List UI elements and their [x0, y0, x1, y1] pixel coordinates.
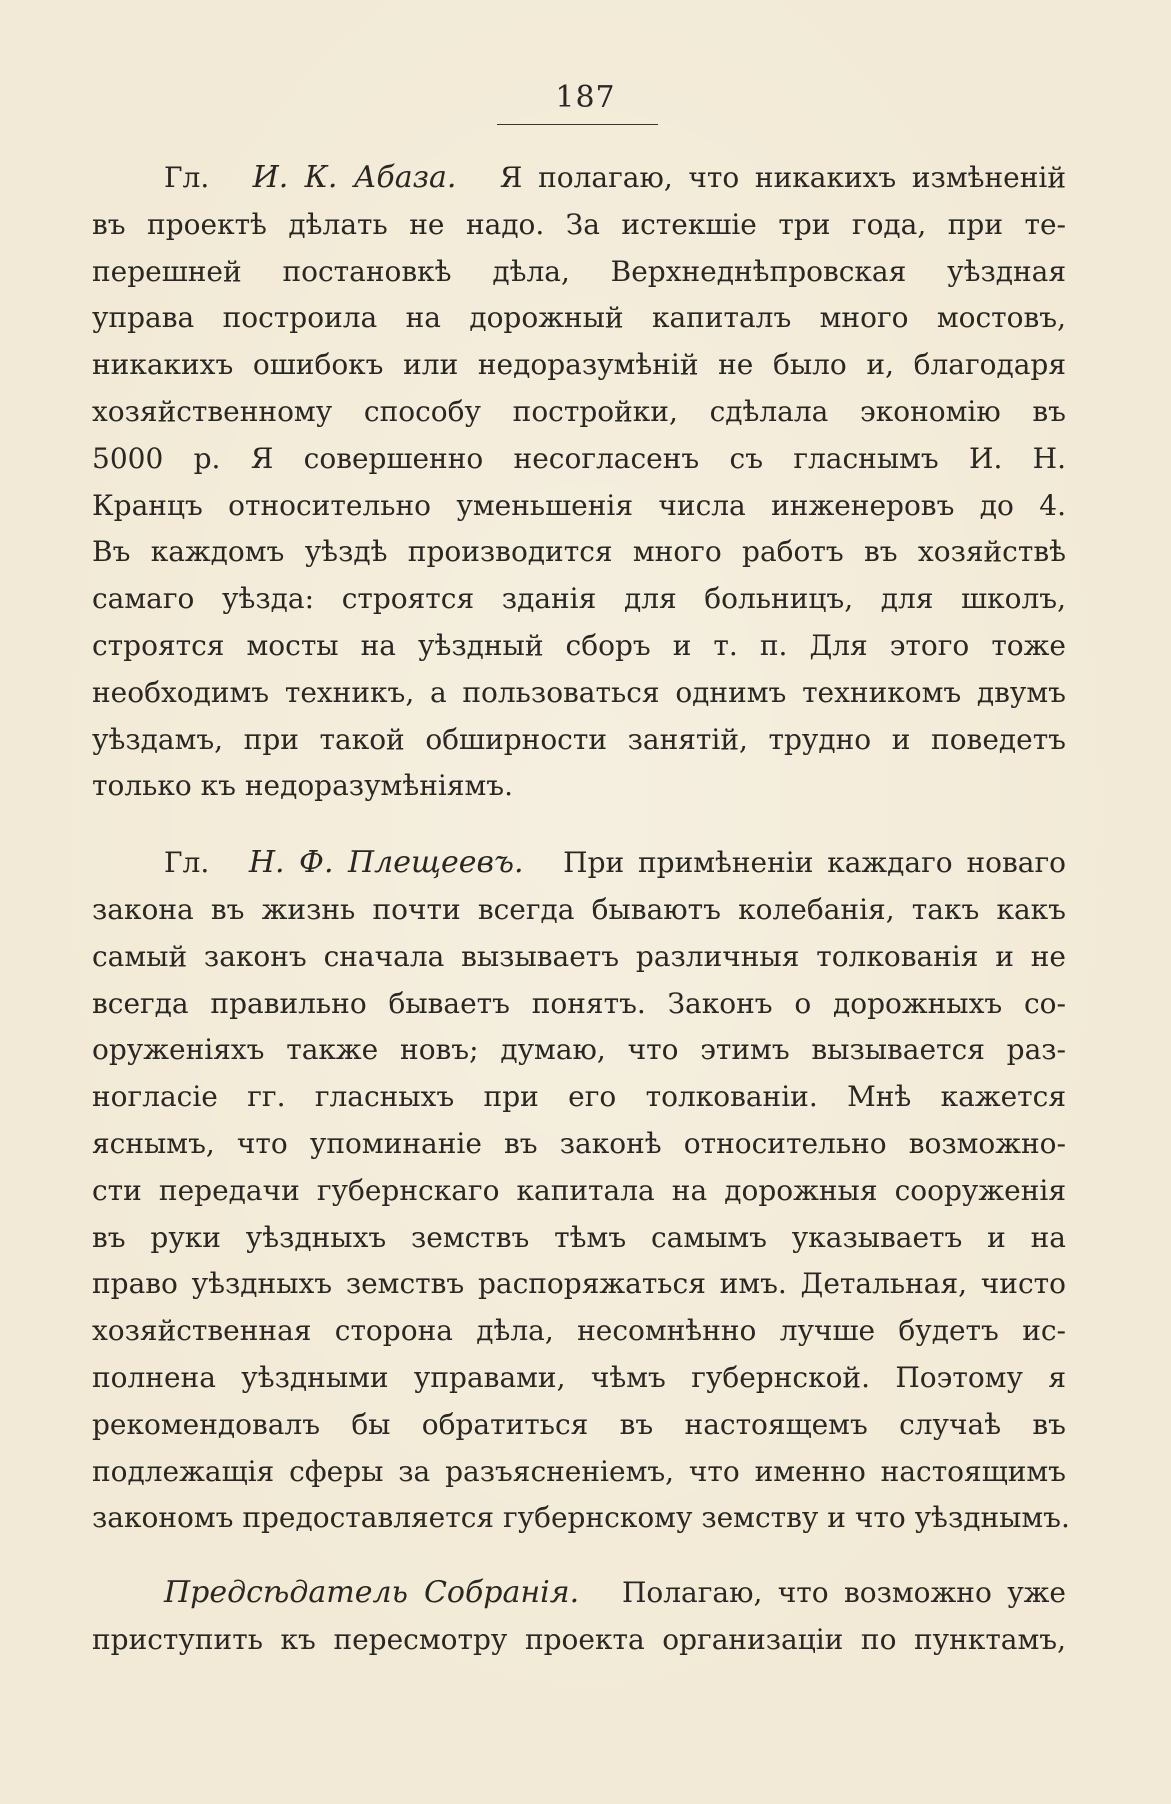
text-line: Полагаю, что возможно уже	[621, 1576, 1066, 1610]
text-line: При примѣненіи каждаго новаго	[563, 846, 1066, 880]
speaker-prefix: Гл.	[164, 846, 210, 880]
text-line: закономъ предоставляется губернскому земству и что уѣзднымъ.	[92, 1501, 1070, 1535]
paragraph-1-line-1	[92, 155, 1066, 202]
page-number: 187	[555, 80, 616, 115]
text-line: Я полагаю, что никакихъ измѣненій	[499, 161, 1067, 194]
text-line: самый законъ сначала вызываетъ различныя толкованія и не	[92, 939, 1066, 973]
paragraph-3-line-1	[92, 1570, 1066, 1617]
text-line: строятся мосты на уѣздный сборъ и т. п. Для этого тоже	[92, 628, 1066, 662]
speaker-prefix: Гл.	[164, 161, 210, 194]
text-line: никакихъ ошибокъ или недоразумѣній не было и, благодаря	[92, 348, 1066, 382]
text-line: рекомендовалъ бы обратиться въ настоящемъ случаѣ въ	[92, 1407, 1066, 1441]
text-line: Кранцъ относительно уменьшенія числа инженеровъ до 4.	[92, 488, 1066, 522]
paragraph-2-line-1	[92, 840, 1066, 887]
speaker-name: Н. Ф. Плещеевъ.	[248, 845, 524, 881]
text-line: уѣздамъ, при такой обширности занятій, трудно и поведетъ	[92, 722, 1066, 756]
text-line: самаго уѣзда: строятся зданія для больницъ, для школъ,	[92, 582, 1066, 616]
text-line: хозяйственному способу постройки, сдѣлала экономію въ	[92, 394, 1066, 428]
text-line: перешней постановкѣ дѣла, Верхнеднѣпровская уѣздная	[92, 254, 1066, 288]
text-line: подлежащія сферы за разъясненіемъ, что именно настоящимъ	[92, 1454, 1066, 1488]
text-line: яснымъ, что упоминаніе въ законѣ относительно возможно-	[92, 1126, 1066, 1160]
text-line: въ руки уѣздныхъ земствъ тѣмъ самымъ указываетъ и на	[92, 1220, 1066, 1254]
text-line: приступить къ пересмотру проекта организаціи по пунктамъ,	[92, 1622, 1066, 1656]
text-line: 5000 р. Я совершенно несогласенъ съ гласнымъ И. Н.	[92, 441, 1066, 475]
text-line: необходимъ техникъ, а пользоваться однимъ техникомъ двумъ	[92, 675, 1066, 709]
text-line: оруженіяхъ также новъ; думаю, что этимъ вызывается раз-	[92, 1033, 1066, 1067]
speaker-name: И. К. Абаза.	[252, 160, 457, 195]
text-line: въ проектѣ дѣлать не надо. За истекшіе три года, при те-	[92, 207, 1066, 241]
header-rule	[497, 124, 658, 125]
page-body	[92, 155, 1070, 1664]
text-line: управа построила на дорожный капиталъ много мостовъ,	[92, 301, 1066, 335]
text-line: всегда правильно бываетъ понятъ. Законъ о дорожныхъ со-	[92, 986, 1066, 1020]
text-line: закона въ жизнь почти всегда бываютъ колебанія, такъ какъ	[92, 892, 1066, 926]
text-line: хозяйственная сторона дѣла, несомнѣнно лучше будетъ ис-	[92, 1314, 1066, 1348]
text-line: Въ каждомъ уѣздѣ производится много работъ въ хозяйствѣ	[92, 535, 1066, 569]
text-line: только къ недоразумѣніямъ.	[92, 769, 513, 803]
text-line: полнена уѣздными управами, чѣмъ губернской. Поэтому я	[92, 1360, 1066, 1394]
text-line: сти передачи губернскаго капитала на дорожныя сооруженія	[92, 1173, 1066, 1207]
speaker-name: Предсѣдатель Собранія.	[164, 1575, 580, 1611]
text-line: право уѣздныхъ земствъ распоряжаться имъ. Детальная, чисто	[92, 1267, 1066, 1301]
text-line: ногласіе гг. гласныхъ при его толкованіи. Мнѣ кажется	[92, 1080, 1066, 1114]
